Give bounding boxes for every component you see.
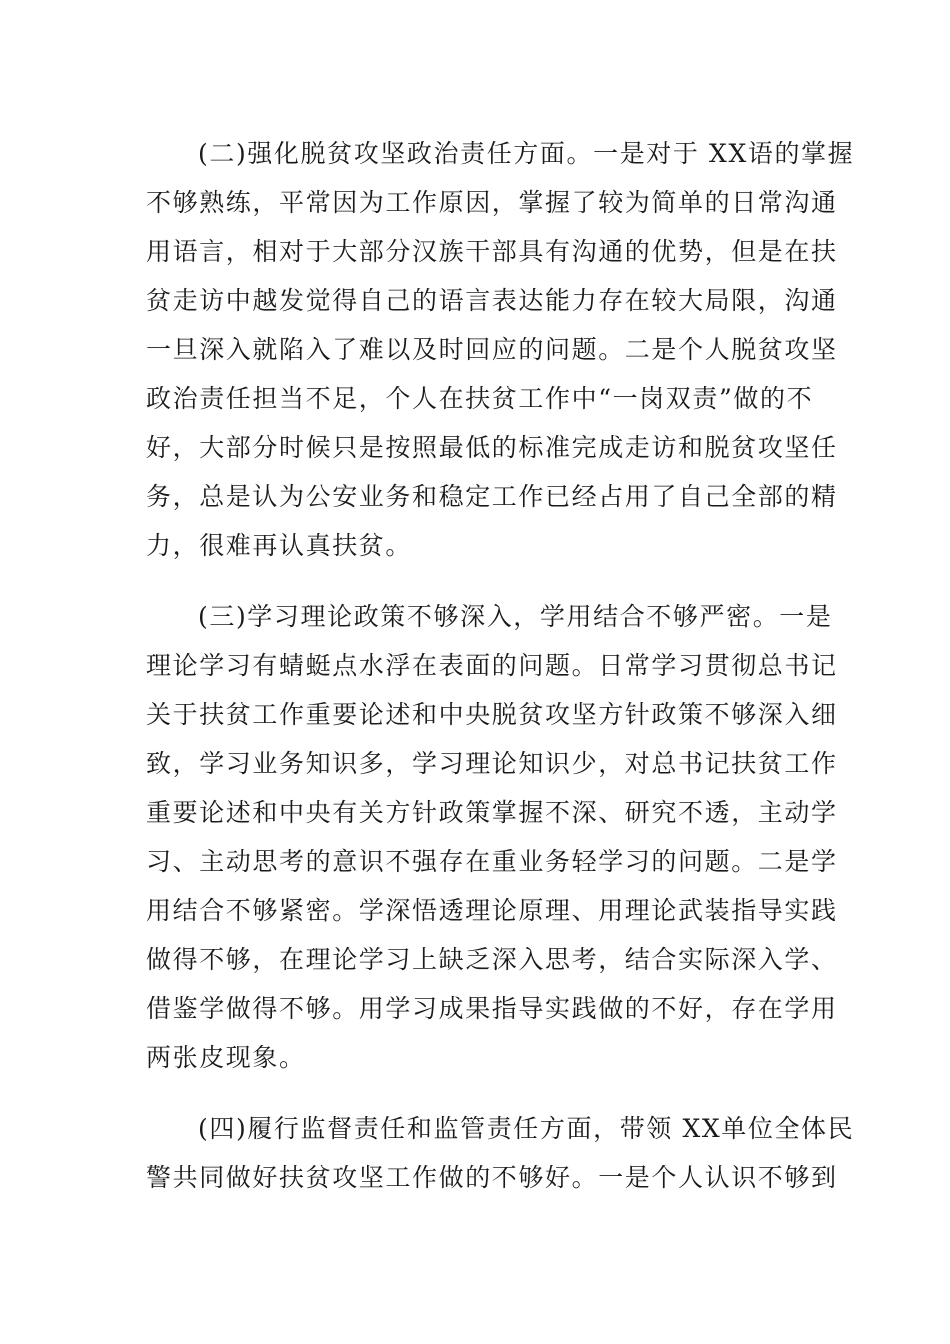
text-line: 借鉴学做得不够。用学习成果指导实践做的不好，存在学用 xyxy=(146,994,838,1023)
text-line: 好，大部分时候只是按照最低的标准完成走访和脱贫攻坚任 xyxy=(146,433,838,462)
text-line: 贫走访中越发觉得自己的语言表达能力存在较大局限，沟通 xyxy=(146,286,838,315)
text-line: 用语言，相对于大部分汉族干部具有沟通的优势，但是在扶 xyxy=(146,237,838,266)
text-line: 力，很难再认真扶贫。 xyxy=(146,531,413,560)
text-line: 警共同做好扶贫攻坚工作做的不够好。一是个人认识不够到 xyxy=(146,1163,838,1192)
paragraph-spacing xyxy=(146,570,810,592)
text-line: 重要论述和中央有关方针政策掌握不深、研究不透，主动学 xyxy=(146,798,838,827)
text-line: 两张皮现象。 xyxy=(146,1043,306,1072)
text-line: 致，学习业务知识多，学习理论知识少，对总书记扶贫工作 xyxy=(146,749,838,778)
text-line: (二)强化脱贫攻坚政治责任方面。一是对于 XX语的掌握 xyxy=(198,139,855,168)
text-line: 理论学习有蜻蜓点水浮在表面的问题。日常学习贯彻总书记 xyxy=(146,651,838,680)
text-line: 不够熟练，平常因为工作原因，掌握了较为简单的日常沟通 xyxy=(146,188,838,217)
text-line: 习、主动思考的意识不强存在重业务轻学习的问题。二是学 xyxy=(146,847,838,876)
document-body xyxy=(146,129,855,1202)
text-line: 政治责任担当不足，个人在扶贫工作中“一岗双责”做的不 xyxy=(146,384,814,413)
paragraph-spacing xyxy=(146,1082,810,1104)
text-line: 一旦深入就陷入了难以及时回应的问题。二是个人脱贫攻坚 xyxy=(146,335,838,364)
text-line: 关于扶贫工作重要论述和中央脱贫攻坚方针政策不够深入细 xyxy=(146,700,838,729)
text-line: 用结合不够紧密。学深悟透理论原理、用理论武装指导实践 xyxy=(146,896,838,925)
text-line: (三)学习理论政策不够深入，学用结合不够严密。一是 xyxy=(198,602,833,631)
paragraph-section-4 xyxy=(146,1104,855,1202)
text-line: 务，总是认为公安业务和稳定工作已经占用了自己全部的精 xyxy=(146,482,838,511)
text-line: (四)履行监督责任和监管责任方面，带领 XX单位全体民 xyxy=(198,1114,855,1143)
paragraph-section-3 xyxy=(146,592,838,1082)
text-line: 做得不够，在理论学习上缺乏深入思考，结合实际深入学、 xyxy=(146,945,838,974)
paragraph-section-2 xyxy=(146,129,855,570)
